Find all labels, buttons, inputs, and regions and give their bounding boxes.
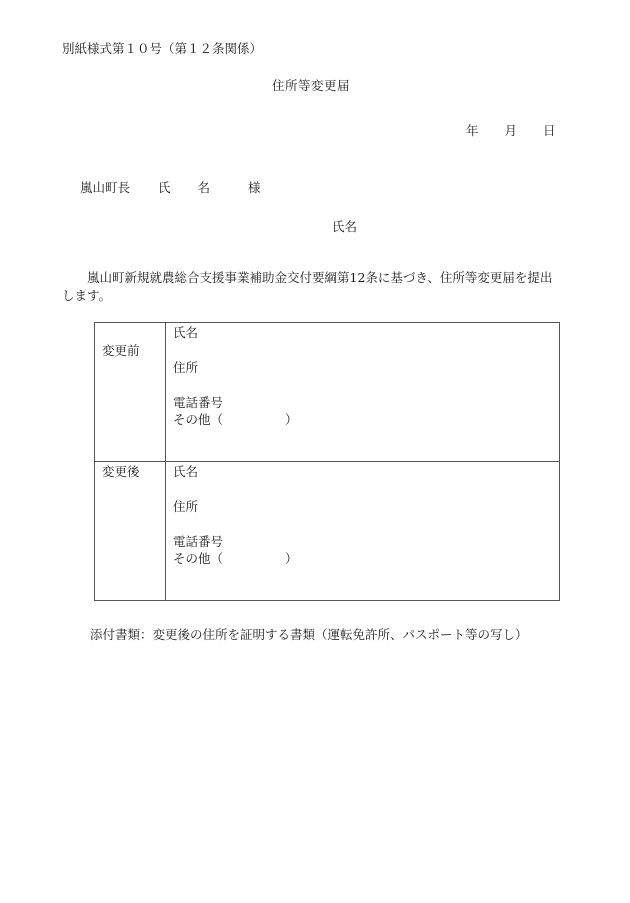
form-number: 別紙様式第１０号（第１２条関係） xyxy=(62,41,263,56)
before-other-line xyxy=(173,411,559,428)
after-name-label: 氏名 xyxy=(173,464,199,479)
after-address-label: 住所 xyxy=(173,499,199,514)
document-title: 住所等変更届 xyxy=(272,78,351,93)
attachment-note: 添付書類：変更後の住所を証明する書類（運転免許所、パスポート等の写し） xyxy=(90,627,528,642)
before-address-label: 住所 xyxy=(173,360,199,375)
addressee-honorific: 様 xyxy=(248,180,261,195)
date-month-label: 月 xyxy=(504,123,518,138)
statement-text: 嵐山町新規就農総合支援事業補助金交付要綱第12条に基づき、住所等変更届を提出します。 xyxy=(62,270,553,303)
before-other-label: その他（ xyxy=(173,412,224,427)
date-year-label: 年 xyxy=(466,123,479,138)
after-other-close: ） xyxy=(285,551,298,566)
row-label-before: 変更前 xyxy=(95,323,166,462)
addressee-line xyxy=(80,179,261,197)
after-other-label: その他（ xyxy=(173,551,224,566)
addressee-name-char-1: 氏 xyxy=(158,180,171,195)
before-other-close: ） xyxy=(285,412,298,427)
changes-row-after xyxy=(95,462,560,601)
date-day-label: 日 xyxy=(543,123,556,138)
date-line xyxy=(466,122,556,140)
changes-row-before xyxy=(95,323,560,462)
row-label-after: 変更後 xyxy=(95,462,166,601)
addressee-name-char-2: 名 xyxy=(197,180,211,195)
row-fields-after xyxy=(166,462,560,601)
changes-table xyxy=(94,322,560,601)
before-name-label: 氏名 xyxy=(173,325,199,340)
row-fields-before xyxy=(166,323,560,462)
applicant-name-label: 氏名 xyxy=(332,219,358,234)
after-other-line xyxy=(173,550,559,567)
before-phone-label: 電話番号 xyxy=(173,395,224,410)
after-phone-label: 電話番号 xyxy=(173,534,224,549)
addressee-title: 嵐山町長 xyxy=(80,180,131,195)
